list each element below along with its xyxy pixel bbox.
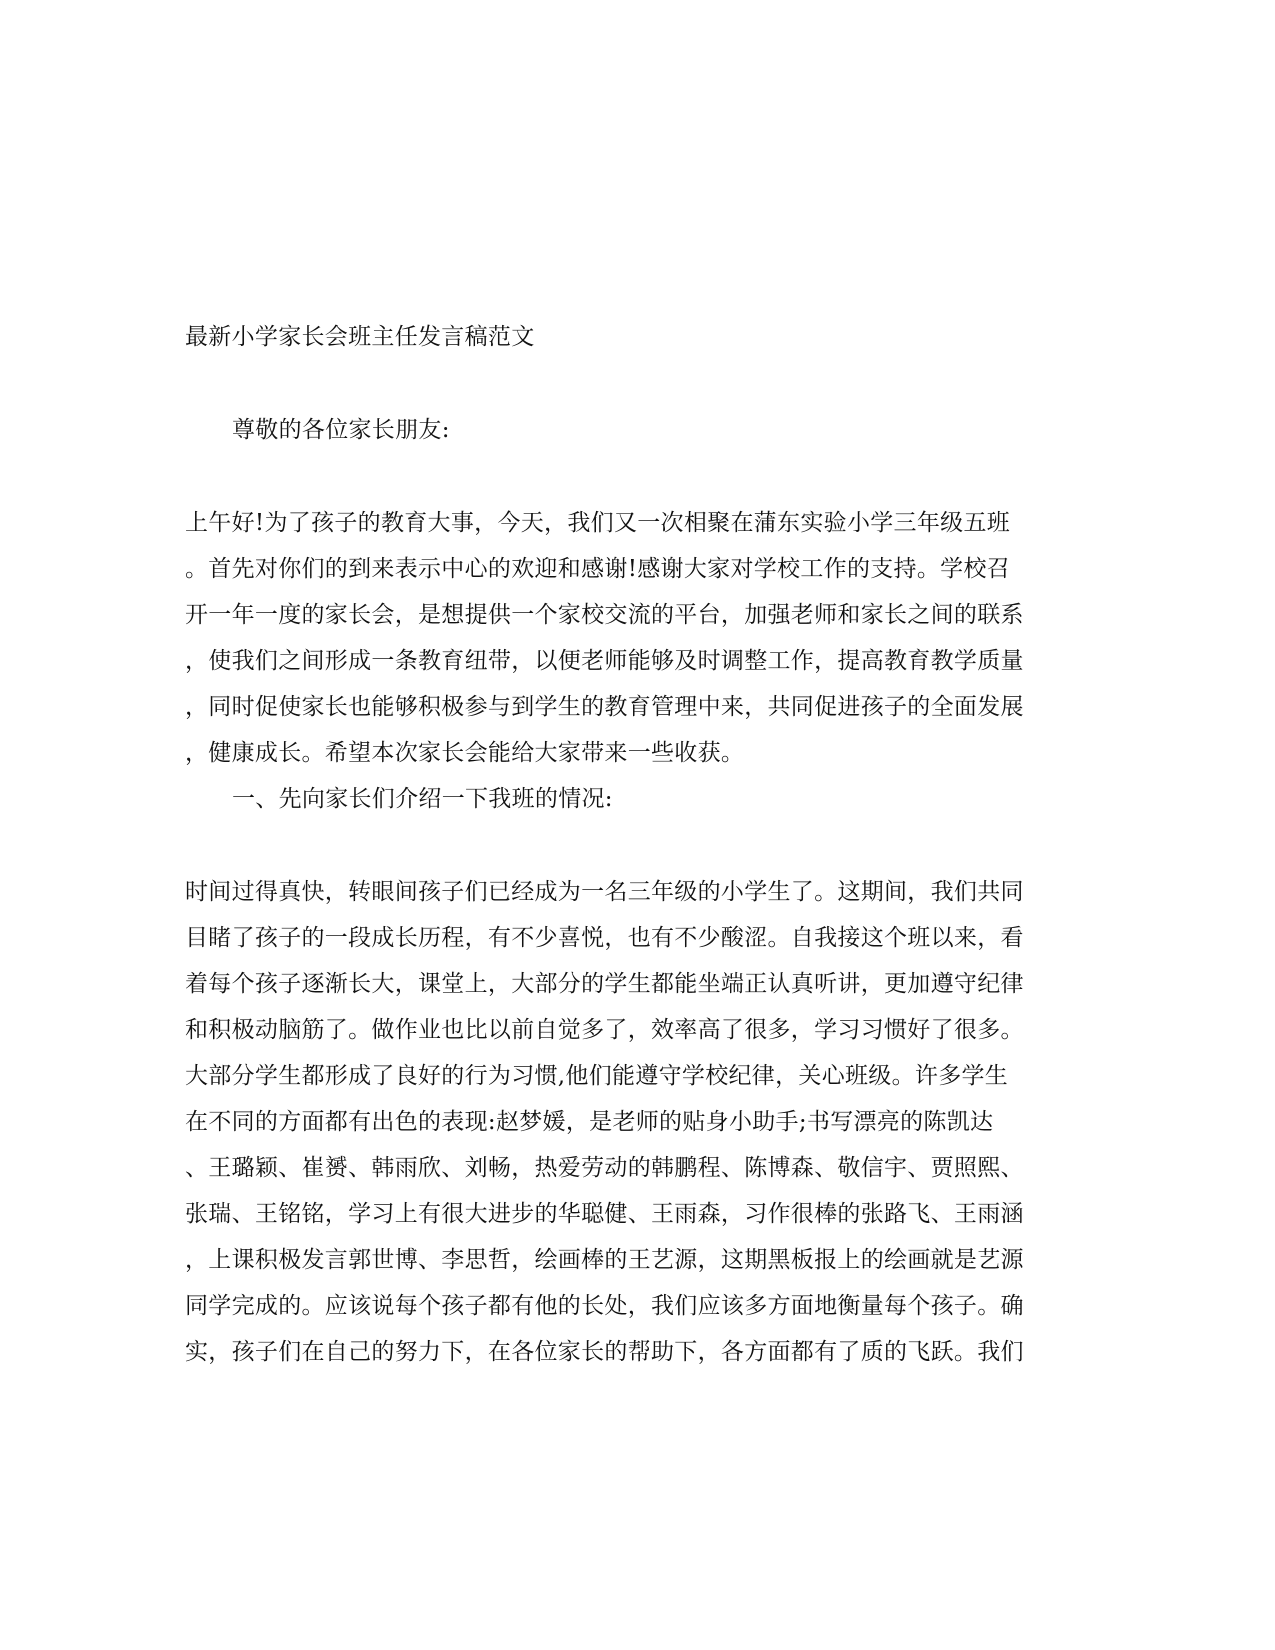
paragraph-line: 。首先对你们的到来表示中心的欢迎和感谢!感谢大家对学校工作的支持。学校召 [185,556,1011,582]
paragraph-line: 开一年一度的家长会，是想提供一个家校交流的平台，加强老师和家长之间的联系 [185,602,1024,628]
paragraph-line: ，健康成长。希望本次家长会能给大家带来一些收获。 [185,740,745,766]
paragraph-line: 实，孩子们在自己的努力下，在各位家长的帮助下，各方面都有了质的飞跃。我们 [185,1339,1024,1365]
paragraph-line: ，上课积极发言郭世博、李思哲，绘画棒的王艺源，这期黑板报上的绘画就是艺源 [185,1247,1024,1273]
paragraph-line: 和积极动脑筋了。做作业也比以前自觉多了，效率高了很多，学习习惯好了很多。 [185,1017,1024,1043]
paragraph-line: 着每个孩子逐渐长大，课堂上，大部分的学生都能坐端正认真听讲，更加遵守纪律 [185,971,1024,997]
salutation: 尊敬的各位家长朋友: [232,417,450,443]
paragraph-line: 大部分学生都形成了良好的行为习惯,他们能遵守学校纪律，关心班级。许多学生 [185,1063,1009,1089]
paragraph-line: 时间过得真快，转眼间孩子们已经成为一名三年级的小学生了。这期间，我们共同 [185,879,1024,905]
paragraph-line: 在不同的方面都有出色的表现:赵梦媛，是老师的贴身小助手;书写漂亮的陈凯达 [185,1109,994,1135]
section-heading: 一、先向家长们介绍一下我班的情况: [232,786,613,812]
paragraph-line: ，同时促使家长也能够积极参与到学生的教育管理中来，共同促进孩子的全面发展 [185,694,1024,720]
paragraph-line: 张瑞、王铭铭，学习上有很大进步的华聪健、王雨森，习作很棒的张路飞、王雨涵 [185,1201,1024,1227]
paragraph-line: 、王璐颖、崔赟、韩雨欣、刘畅，热爱劳动的韩鹏程、陈博森、敬信宇、贾照熙、 [185,1155,1024,1181]
paragraph-line: 目睹了孩子的一段成长历程，有不少喜悦，也有不少酸涩。自我接这个班以来，看 [185,925,1024,951]
paragraph-line: ，使我们之间形成一条教育纽带，以便老师能够及时调整工作，提高教育教学质量 [185,648,1024,674]
paragraph-line: 上午好!为了孩子的教育大事，今天，我们又一次相聚在蒲东实验小学三年级五班 [185,510,1011,536]
paragraph-line: 同学完成的。应该说每个孩子都有他的长处，我们应该多方面地衡量每个孩子。确 [185,1293,1024,1319]
document-title: 最新小学家长会班主任发言稿范文 [185,324,535,350]
